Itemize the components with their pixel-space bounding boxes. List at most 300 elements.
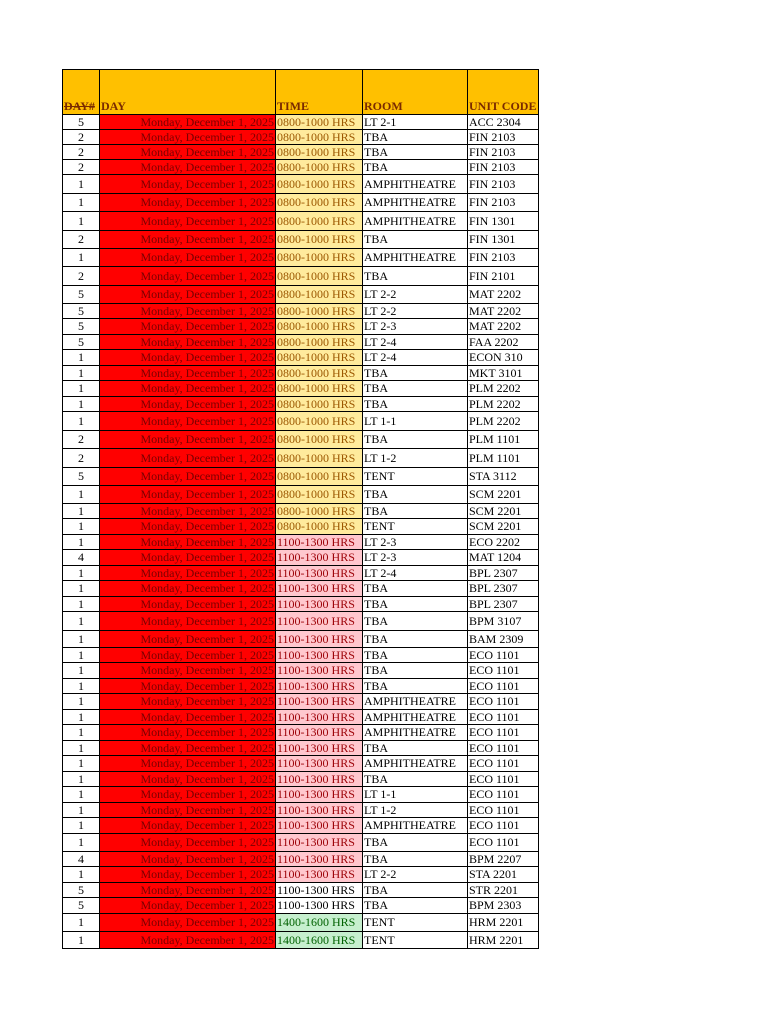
- cell-day[interactable]: Monday, December 1, 2025: [100, 319, 276, 335]
- cell-room[interactable]: TENT: [363, 519, 468, 535]
- cell-day-number[interactable]: 1: [63, 535, 100, 550]
- cell-day-number[interactable]: 1: [63, 504, 100, 519]
- table-row: [63, 504, 539, 519]
- cell-unit-code[interactable]: ECO 1101: [468, 756, 539, 772]
- cell-unit-code[interactable]: ECO 1101: [468, 818, 539, 834]
- cell-room[interactable]: TBA: [363, 663, 468, 679]
- cell-time[interactable]: 1100-1300 HRS: [276, 834, 363, 852]
- table-row: [63, 756, 539, 772]
- cell-day[interactable]: Monday, December 1, 2025: [100, 663, 276, 679]
- cell-day-number[interactable]: 5: [63, 468, 100, 486]
- cell-day[interactable]: Monday, December 1, 2025: [100, 145, 276, 160]
- cell-unit-code[interactable]: FIN 2101: [468, 267, 539, 286]
- cell-day-number[interactable]: 1: [63, 818, 100, 834]
- cell-unit-code[interactable]: BPM 2207: [468, 852, 539, 867]
- cell-day[interactable]: Monday, December 1, 2025: [100, 286, 276, 304]
- cell-unit-code[interactable]: FIN 2103: [468, 145, 539, 160]
- cell-day[interactable]: Monday, December 1, 2025: [100, 852, 276, 867]
- cell-time[interactable]: 0800-1000 HRS: [276, 504, 363, 519]
- cell-room[interactable]: TBA: [363, 581, 468, 597]
- cell-room[interactable]: TBA: [363, 597, 468, 612]
- table-row: [63, 319, 539, 335]
- cell-time[interactable]: 1100-1300 HRS: [276, 581, 363, 597]
- cell-time[interactable]: 1100-1300 HRS: [276, 566, 363, 581]
- cell-room[interactable]: LT 1-1: [363, 787, 468, 803]
- cell-day-number[interactable]: 1: [63, 366, 100, 381]
- table-row: [63, 286, 539, 304]
- cell-time[interactable]: 1100-1300 HRS: [276, 631, 363, 648]
- cell-unit-code[interactable]: ECO 1101: [468, 710, 539, 725]
- cell-day[interactable]: Monday, December 1, 2025: [100, 725, 276, 741]
- table-row: [63, 867, 539, 883]
- cell-day[interactable]: Monday, December 1, 2025: [100, 834, 276, 852]
- cell-day[interactable]: Monday, December 1, 2025: [100, 486, 276, 504]
- cell-time[interactable]: 0800-1000 HRS: [276, 381, 363, 397]
- cell-day-number[interactable]: 1: [63, 756, 100, 772]
- table-row: [63, 249, 539, 267]
- cell-day-number[interactable]: 1: [63, 867, 100, 883]
- table-row: [63, 725, 539, 741]
- cell-day-number[interactable]: 2: [63, 160, 100, 175]
- cell-unit-code[interactable]: PLM 2202: [468, 412, 539, 431]
- cell-day-number[interactable]: 1: [63, 787, 100, 803]
- cell-unit-code[interactable]: SCM 2201: [468, 504, 539, 519]
- table-row: [63, 267, 539, 286]
- cell-day[interactable]: Monday, December 1, 2025: [100, 631, 276, 648]
- cell-day[interactable]: Monday, December 1, 2025: [100, 449, 276, 468]
- table-row: [63, 397, 539, 412]
- cell-room[interactable]: TBA: [363, 504, 468, 519]
- cell-day-number[interactable]: 2: [63, 231, 100, 249]
- cell-unit-code[interactable]: MAT 2202: [468, 286, 539, 304]
- cell-room[interactable]: AMPHITHEATRE: [363, 249, 468, 267]
- cell-time[interactable]: 1100-1300 HRS: [276, 663, 363, 679]
- cell-time[interactable]: 1100-1300 HRS: [276, 710, 363, 725]
- cell-day[interactable]: Monday, December 1, 2025: [100, 519, 276, 535]
- cell-unit-code[interactable]: ECO 1101: [468, 694, 539, 710]
- cell-day[interactable]: Monday, December 1, 2025: [100, 397, 276, 412]
- cell-room[interactable]: AMPHITHEATRE: [363, 194, 468, 212]
- cell-day[interactable]: Monday, December 1, 2025: [100, 803, 276, 818]
- header-day[interactable]: DAY: [100, 70, 276, 115]
- cell-unit-code[interactable]: ECO 1101: [468, 772, 539, 787]
- cell-day[interactable]: Monday, December 1, 2025: [100, 160, 276, 175]
- cell-unit-code[interactable]: FIN 2103: [468, 160, 539, 175]
- cell-day-number[interactable]: 1: [63, 710, 100, 725]
- cell-unit-code[interactable]: BPL 2307: [468, 581, 539, 597]
- cell-day[interactable]: Monday, December 1, 2025: [100, 212, 276, 231]
- cell-time[interactable]: 0800-1000 HRS: [276, 366, 363, 381]
- cell-day[interactable]: Monday, December 1, 2025: [100, 194, 276, 212]
- cell-time[interactable]: 0800-1000 HRS: [276, 286, 363, 304]
- cell-day[interactable]: Monday, December 1, 2025: [100, 366, 276, 381]
- cell-room[interactable]: TBA: [363, 648, 468, 663]
- table-row: [63, 772, 539, 787]
- cell-day-number[interactable]: 1: [63, 631, 100, 648]
- cell-day-number[interactable]: 1: [63, 694, 100, 710]
- table-body: [63, 115, 539, 949]
- cell-day[interactable]: Monday, December 1, 2025: [100, 550, 276, 566]
- cell-room[interactable]: AMPHITHEATRE: [363, 818, 468, 834]
- cell-unit-code[interactable]: ECON 310: [468, 350, 539, 366]
- cell-day-number[interactable]: 2: [63, 145, 100, 160]
- cell-room[interactable]: TBA: [363, 381, 468, 397]
- cell-time[interactable]: 1100-1300 HRS: [276, 535, 363, 550]
- cell-unit-code[interactable]: ECO 1101: [468, 648, 539, 663]
- cell-day-number[interactable]: 1: [63, 249, 100, 267]
- cell-day[interactable]: Monday, December 1, 2025: [100, 883, 276, 898]
- cell-time[interactable]: 0800-1000 HRS: [276, 350, 363, 366]
- table-row: [63, 212, 539, 231]
- cell-day-number[interactable]: 5: [63, 898, 100, 914]
- cell-unit-code[interactable]: MAT 1204: [468, 550, 539, 566]
- cell-room[interactable]: LT 2-2: [363, 867, 468, 883]
- table-row: [63, 449, 539, 468]
- cell-room[interactable]: TBA: [363, 883, 468, 898]
- cell-day-number[interactable]: 1: [63, 566, 100, 581]
- cell-day[interactable]: Monday, December 1, 2025: [100, 304, 276, 319]
- cell-room[interactable]: TBA: [363, 631, 468, 648]
- cell-day[interactable]: Monday, December 1, 2025: [100, 597, 276, 612]
- table-row: [63, 519, 539, 535]
- table-row: [63, 145, 539, 160]
- cell-room[interactable]: TENT: [363, 932, 468, 949]
- cell-day[interactable]: Monday, December 1, 2025: [100, 566, 276, 581]
- cell-time[interactable]: 1100-1300 HRS: [276, 648, 363, 663]
- cell-time[interactable]: 1100-1300 HRS: [276, 679, 363, 694]
- cell-day[interactable]: Monday, December 1, 2025: [100, 504, 276, 519]
- cell-time[interactable]: 1100-1300 HRS: [276, 597, 363, 612]
- cell-unit-code[interactable]: ECO 1101: [468, 679, 539, 694]
- cell-day-number[interactable]: 1: [63, 519, 100, 535]
- table-row: [63, 612, 539, 631]
- cell-time[interactable]: 0800-1000 HRS: [276, 267, 363, 286]
- cell-room[interactable]: LT 2-2: [363, 304, 468, 319]
- cell-day-number[interactable]: 2: [63, 449, 100, 468]
- cell-room[interactable]: TBA: [363, 486, 468, 504]
- table-row: [63, 175, 539, 194]
- cell-unit-code[interactable]: STA 2201: [468, 867, 539, 883]
- cell-day[interactable]: Monday, December 1, 2025: [100, 231, 276, 249]
- cell-room[interactable]: TBA: [363, 145, 468, 160]
- exam-timetable: [62, 69, 539, 949]
- table-row: [63, 566, 539, 581]
- cell-day-number[interactable]: 1: [63, 741, 100, 756]
- cell-time[interactable]: 1100-1300 HRS: [276, 883, 363, 898]
- table-row: [63, 335, 539, 350]
- cell-room[interactable]: LT 1-1: [363, 412, 468, 431]
- cell-day-number[interactable]: 5: [63, 115, 100, 130]
- cell-day[interactable]: Monday, December 1, 2025: [100, 249, 276, 267]
- cell-unit-code[interactable]: FAA 2202: [468, 335, 539, 350]
- cell-unit-code[interactable]: ECO 1101: [468, 725, 539, 741]
- cell-day-number[interactable]: 1: [63, 486, 100, 504]
- cell-unit-code[interactable]: ECO 1101: [468, 787, 539, 803]
- cell-room[interactable]: TENT: [363, 914, 468, 932]
- cell-day[interactable]: Monday, December 1, 2025: [100, 867, 276, 883]
- cell-room[interactable]: AMPHITHEATRE: [363, 756, 468, 772]
- cell-day-number[interactable]: 1: [63, 612, 100, 631]
- cell-time[interactable]: 0800-1000 HRS: [276, 412, 363, 431]
- cell-time[interactable]: 0800-1000 HRS: [276, 249, 363, 267]
- cell-room[interactable]: LT 2-4: [363, 350, 468, 366]
- cell-unit-code[interactable]: ECO 1101: [468, 663, 539, 679]
- cell-unit-code[interactable]: FIN 1301: [468, 231, 539, 249]
- cell-day[interactable]: Monday, December 1, 2025: [100, 381, 276, 397]
- table-row: [63, 160, 539, 175]
- cell-time[interactable]: 1100-1300 HRS: [276, 741, 363, 756]
- table-row: [63, 663, 539, 679]
- cell-day[interactable]: Monday, December 1, 2025: [100, 175, 276, 194]
- cell-day[interactable]: Monday, December 1, 2025: [100, 756, 276, 772]
- cell-day-number[interactable]: 1: [63, 834, 100, 852]
- cell-room[interactable]: TBA: [363, 772, 468, 787]
- cell-room[interactable]: AMPHITHEATRE: [363, 694, 468, 710]
- cell-room[interactable]: TBA: [363, 397, 468, 412]
- cell-unit-code[interactable]: ECO 1101: [468, 834, 539, 852]
- cell-room[interactable]: AMPHITHEATRE: [363, 175, 468, 194]
- cell-unit-code[interactable]: FIN 2103: [468, 130, 539, 145]
- table-row: [63, 932, 539, 949]
- cell-day[interactable]: Monday, December 1, 2025: [100, 741, 276, 756]
- cell-room[interactable]: AMPHITHEATRE: [363, 725, 468, 741]
- cell-time[interactable]: 0800-1000 HRS: [276, 449, 363, 468]
- cell-unit-code[interactable]: BPL 2307: [468, 566, 539, 581]
- cell-day[interactable]: Monday, December 1, 2025: [100, 431, 276, 449]
- cell-day[interactable]: Monday, December 1, 2025: [100, 694, 276, 710]
- cell-day[interactable]: Monday, December 1, 2025: [100, 898, 276, 914]
- cell-time[interactable]: 0800-1000 HRS: [276, 397, 363, 412]
- cell-day-number[interactable]: 1: [63, 803, 100, 818]
- cell-day-number[interactable]: 1: [63, 772, 100, 787]
- header-room[interactable]: ROOM: [363, 70, 468, 115]
- cell-day-number[interactable]: 1: [63, 725, 100, 741]
- cell-time[interactable]: 0800-1000 HRS: [276, 304, 363, 319]
- table-row: [63, 787, 539, 803]
- cell-unit-code[interactable]: BPM 2303: [468, 898, 539, 914]
- cell-time[interactable]: 1100-1300 HRS: [276, 725, 363, 741]
- cell-time[interactable]: 1100-1300 HRS: [276, 787, 363, 803]
- cell-room[interactable]: LT 2-3: [363, 550, 468, 566]
- cell-unit-code[interactable]: ECO 2202: [468, 535, 539, 550]
- cell-day[interactable]: Monday, December 1, 2025: [100, 710, 276, 725]
- header-time[interactable]: TIME: [276, 70, 363, 115]
- cell-room[interactable]: AMPHITHEATRE: [363, 710, 468, 725]
- cell-room[interactable]: LT 1-2: [363, 803, 468, 818]
- cell-unit-code[interactable]: MAT 2202: [468, 304, 539, 319]
- cell-day-number[interactable]: 1: [63, 194, 100, 212]
- cell-unit-code[interactable]: STR 2201: [468, 883, 539, 898]
- cell-time[interactable]: 1400-1600 HRS: [276, 932, 363, 949]
- cell-room[interactable]: LT 2-2: [363, 286, 468, 304]
- cell-unit-code[interactable]: BPM 3107: [468, 612, 539, 631]
- cell-unit-code[interactable]: STA 3112: [468, 468, 539, 486]
- cell-unit-code[interactable]: PLM 2202: [468, 397, 539, 412]
- table-row: [63, 898, 539, 914]
- cell-day[interactable]: Monday, December 1, 2025: [100, 679, 276, 694]
- cell-room[interactable]: LT 2-3: [363, 319, 468, 335]
- cell-time[interactable]: 0800-1000 HRS: [276, 115, 363, 130]
- cell-room[interactable]: TBA: [363, 130, 468, 145]
- cell-unit-code[interactable]: PLM 1101: [468, 431, 539, 449]
- cell-day-number[interactable]: 4: [63, 852, 100, 867]
- cell-unit-code[interactable]: PLM 1101: [468, 449, 539, 468]
- cell-day-number[interactable]: 1: [63, 397, 100, 412]
- cell-time[interactable]: 1400-1600 HRS: [276, 914, 363, 932]
- cell-day-number[interactable]: 5: [63, 286, 100, 304]
- cell-unit-code[interactable]: FIN 2103: [468, 249, 539, 267]
- cell-room[interactable]: TBA: [363, 612, 468, 631]
- cell-time[interactable]: 1100-1300 HRS: [276, 867, 363, 883]
- header-unit-code[interactable]: UNIT CODE: [468, 70, 539, 115]
- cell-room[interactable]: TBA: [363, 834, 468, 852]
- cell-day-number[interactable]: 5: [63, 883, 100, 898]
- cell-room[interactable]: TBA: [363, 431, 468, 449]
- cell-time[interactable]: 0800-1000 HRS: [276, 160, 363, 175]
- cell-day-number[interactable]: 1: [63, 679, 100, 694]
- cell-time[interactable]: 0800-1000 HRS: [276, 335, 363, 350]
- cell-day-number[interactable]: 1: [63, 597, 100, 612]
- cell-unit-code[interactable]: PLM 2202: [468, 381, 539, 397]
- cell-room[interactable]: LT 2-4: [363, 566, 468, 581]
- cell-room[interactable]: LT 1-2: [363, 449, 468, 468]
- table-row: [63, 803, 539, 818]
- cell-time[interactable]: 0800-1000 HRS: [276, 431, 363, 449]
- cell-room[interactable]: LT 2-4: [363, 335, 468, 350]
- header-day-number[interactable]: DAY#: [63, 70, 100, 115]
- cell-time[interactable]: 0800-1000 HRS: [276, 212, 363, 231]
- cell-room[interactable]: TBA: [363, 267, 468, 286]
- cell-time[interactable]: 0800-1000 HRS: [276, 175, 363, 194]
- cell-day[interactable]: Monday, December 1, 2025: [100, 932, 276, 949]
- cell-time[interactable]: 0800-1000 HRS: [276, 468, 363, 486]
- cell-time[interactable]: 1100-1300 HRS: [276, 694, 363, 710]
- cell-unit-code[interactable]: FIN 1301: [468, 212, 539, 231]
- cell-room[interactable]: TBA: [363, 741, 468, 756]
- cell-day-number[interactable]: 5: [63, 335, 100, 350]
- cell-time[interactable]: 0800-1000 HRS: [276, 130, 363, 145]
- cell-day-number[interactable]: 1: [63, 581, 100, 597]
- cell-unit-code[interactable]: FIN 2103: [468, 194, 539, 212]
- cell-day[interactable]: Monday, December 1, 2025: [100, 535, 276, 550]
- table-row: [63, 679, 539, 694]
- cell-day-number[interactable]: 1: [63, 932, 100, 949]
- cell-unit-code[interactable]: ECO 1101: [468, 741, 539, 756]
- cell-day-number[interactable]: 1: [63, 648, 100, 663]
- cell-time[interactable]: 1100-1300 HRS: [276, 898, 363, 914]
- cell-unit-code[interactable]: ECO 1101: [468, 803, 539, 818]
- cell-day[interactable]: Monday, December 1, 2025: [100, 115, 276, 130]
- cell-day-number[interactable]: 1: [63, 412, 100, 431]
- cell-room[interactable]: TBA: [363, 366, 468, 381]
- table-row: [63, 818, 539, 834]
- cell-time[interactable]: 1100-1300 HRS: [276, 772, 363, 787]
- cell-day-number[interactable]: 2: [63, 130, 100, 145]
- table-row: [63, 535, 539, 550]
- cell-day-number[interactable]: 1: [63, 350, 100, 366]
- table-row: [63, 914, 539, 932]
- cell-time[interactable]: 1100-1300 HRS: [276, 818, 363, 834]
- cell-day[interactable]: Monday, December 1, 2025: [100, 350, 276, 366]
- table-row: [63, 115, 539, 130]
- table-row: [63, 350, 539, 366]
- table-row: [63, 694, 539, 710]
- cell-day[interactable]: Monday, December 1, 2025: [100, 648, 276, 663]
- cell-room[interactable]: AMPHITHEATRE: [363, 212, 468, 231]
- cell-day-number[interactable]: 4: [63, 550, 100, 566]
- cell-day[interactable]: Monday, December 1, 2025: [100, 412, 276, 431]
- table-row: [63, 597, 539, 612]
- cell-day[interactable]: Monday, December 1, 2025: [100, 581, 276, 597]
- cell-unit-code[interactable]: MKT 3101: [468, 366, 539, 381]
- cell-time[interactable]: 1100-1300 HRS: [276, 612, 363, 631]
- cell-unit-code[interactable]: SCM 2201: [468, 486, 539, 504]
- cell-time[interactable]: 0800-1000 HRS: [276, 519, 363, 535]
- cell-room[interactable]: LT 2-3: [363, 535, 468, 550]
- cell-day-number[interactable]: 1: [63, 212, 100, 231]
- cell-time[interactable]: 0800-1000 HRS: [276, 486, 363, 504]
- cell-room[interactable]: TBA: [363, 852, 468, 867]
- cell-time[interactable]: 0800-1000 HRS: [276, 319, 363, 335]
- cell-day-number[interactable]: 2: [63, 267, 100, 286]
- table-row: [63, 550, 539, 566]
- cell-time[interactable]: 1100-1300 HRS: [276, 852, 363, 867]
- cell-room[interactable]: TBA: [363, 898, 468, 914]
- cell-day-number[interactable]: 5: [63, 304, 100, 319]
- cell-day[interactable]: Monday, December 1, 2025: [100, 914, 276, 932]
- cell-day-number[interactable]: 2: [63, 431, 100, 449]
- cell-unit-code[interactable]: ACC 2304: [468, 115, 539, 130]
- cell-time[interactable]: 1100-1300 HRS: [276, 550, 363, 566]
- table-row: [63, 710, 539, 725]
- cell-unit-code[interactable]: FIN 2103: [468, 175, 539, 194]
- table-row: [63, 741, 539, 756]
- cell-time[interactable]: 1100-1300 HRS: [276, 803, 363, 818]
- cell-day[interactable]: Monday, December 1, 2025: [100, 818, 276, 834]
- cell-unit-code[interactable]: BAM 2309: [468, 631, 539, 648]
- cell-unit-code[interactable]: HRM 2201: [468, 914, 539, 932]
- cell-time[interactable]: 0800-1000 HRS: [276, 194, 363, 212]
- cell-day-number[interactable]: 1: [63, 175, 100, 194]
- cell-time[interactable]: 0800-1000 HRS: [276, 231, 363, 249]
- cell-day-number[interactable]: 5: [63, 319, 100, 335]
- cell-day[interactable]: Monday, December 1, 2025: [100, 612, 276, 631]
- cell-day[interactable]: Monday, December 1, 2025: [100, 130, 276, 145]
- table-row: [63, 381, 539, 397]
- table-row: [63, 194, 539, 212]
- cell-day[interactable]: Monday, December 1, 2025: [100, 787, 276, 803]
- cell-unit-code[interactable]: MAT 2202: [468, 319, 539, 335]
- cell-day-number[interactable]: 1: [63, 381, 100, 397]
- cell-room[interactable]: TENT: [363, 468, 468, 486]
- cell-unit-code[interactable]: BPL 2307: [468, 597, 539, 612]
- cell-day-number[interactable]: 1: [63, 914, 100, 932]
- cell-room[interactable]: LT 2-1: [363, 115, 468, 130]
- cell-day[interactable]: Monday, December 1, 2025: [100, 267, 276, 286]
- cell-time[interactable]: 1100-1300 HRS: [276, 756, 363, 772]
- table-row: [63, 412, 539, 431]
- cell-day[interactable]: Monday, December 1, 2025: [100, 335, 276, 350]
- cell-room[interactable]: TBA: [363, 160, 468, 175]
- cell-day-number[interactable]: 1: [63, 663, 100, 679]
- cell-day[interactable]: Monday, December 1, 2025: [100, 772, 276, 787]
- cell-unit-code[interactable]: SCM 2201: [468, 519, 539, 535]
- cell-room[interactable]: TBA: [363, 679, 468, 694]
- cell-unit-code[interactable]: HRM 2201: [468, 932, 539, 949]
- cell-time[interactable]: 0800-1000 HRS: [276, 145, 363, 160]
- cell-room[interactable]: TBA: [363, 231, 468, 249]
- cell-day[interactable]: Monday, December 1, 2025: [100, 468, 276, 486]
